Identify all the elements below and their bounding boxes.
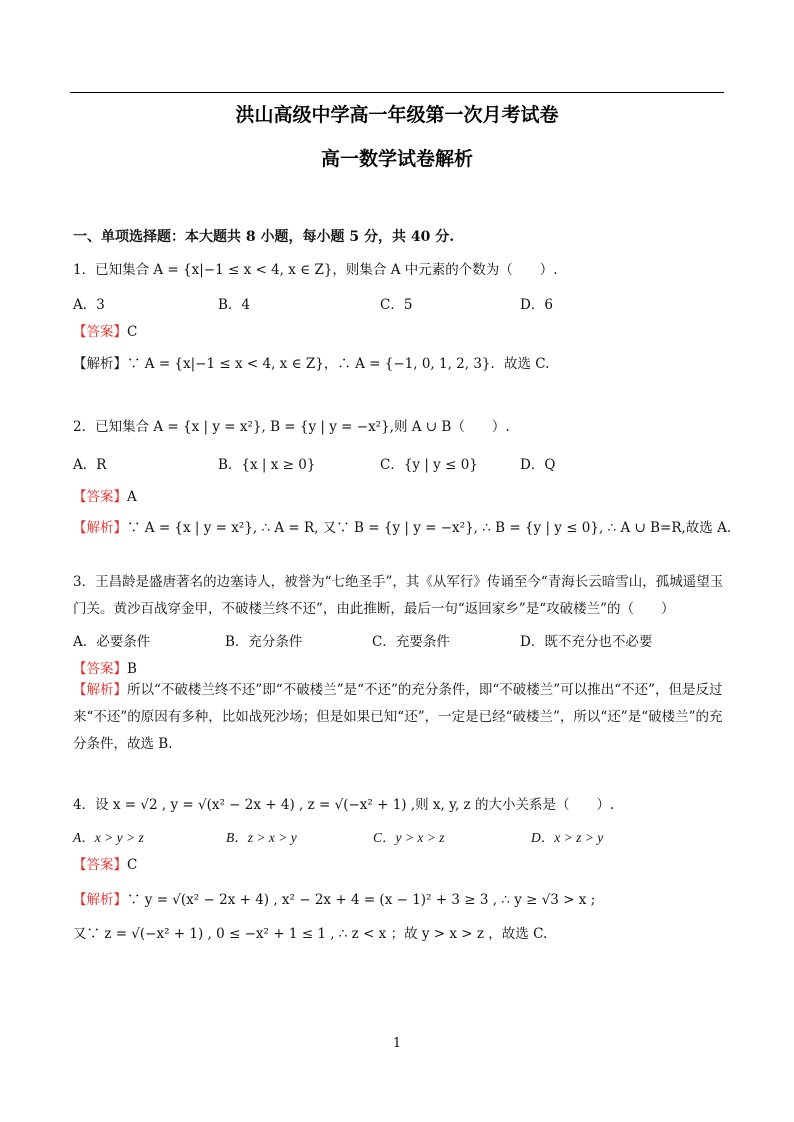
answer-value: B [127,661,137,677]
answer-label: 【答案】 [73,857,127,873]
answer-label: 【答案】 [73,489,127,505]
analysis-text: 所以“不破楼兰终不还”即“不破楼兰”是“不还”的充分条件，即“不破楼兰”可以推出“不还”，但是反过来“不还”的原因有多种，比如战死沙场；但是如果已知“还”，一定是已经“破楼兰”，所以“还”是“破楼兰”的充分条件，故选 B. [73,682,723,752]
question-4-analysis-line-2: 又∵ z = √(−x² + 1) , 0 ≤ −x² + 1 ≤ 1 , ∴ z < x ；故 y > x > z ，故选 C. [73,926,548,942]
exam-title: 洪山高级中学高一年级第一次月考试卷 [235,104,559,126]
section-heading: 一、单项选择题：本大题共 8 小题，每小题 5 分，共 40 分. [73,229,455,245]
analysis-label: 【解析】 [73,892,127,908]
question-2-stem: 2．已知集合 A = {x | y = x²}, B = {y | y = −x²},则 A ∪ B（ ）. [73,419,510,435]
answer-label: 【答案】 [73,324,127,340]
question-2-option-b: B．{x | x ≥ 0} [218,457,316,473]
question-3-option-d: D．既不充分也不必要 [520,634,653,650]
question-3-option-c: C．充要条件 [372,634,450,650]
question-4-analysis-line-1 [73,888,595,908]
question-2-answer [73,485,137,505]
question-1-option-d: D．6 [520,297,553,313]
question-1-option-b: B．4 [218,297,251,313]
page-number: 1 [392,1036,402,1051]
question-3-analysis [73,677,725,758]
header-rule [70,92,724,93]
analysis-text: ∵ A = {x|−1 ≤ x < 4, x ∈ Z}，∴ A = {−1, 0, 1, 2, 3}．故选 C. [127,356,550,372]
answer-value: C [127,857,138,873]
question-4-option-d: D．x > z > y [531,830,604,845]
question-2-option-d: D．Q [520,457,556,473]
question-4-stem: 4．设 x = √2 , y = √(x² − 2x + 4) , z = √(−x² + 1) ,则 x, y, z 的大小关系是（ ）. [73,797,615,813]
analysis-label: 【解析】 [73,520,127,536]
answer-value: C [127,324,138,340]
analysis-label: 【解析】 [73,356,127,372]
question-4-option-c: C．y > x > z [373,830,445,845]
question-1-analysis [73,352,549,372]
question-4-option-b: B．z > x > y [226,830,297,845]
question-2-option-a: A．R [73,457,107,473]
question-4-answer [73,853,137,873]
question-1-option-a: A．3 [73,297,105,313]
question-3-option-b: B．充分条件 [225,634,303,650]
analysis-text: ∵ y = √(x² − 2x + 4) , x² − 2x + 4 = (x − 1)² + 3 ≥ 3 , ∴ y ≥ √3 > x ; [127,892,596,908]
question-3-answer [73,657,137,677]
question-1-answer [73,320,137,340]
question-4-option-a: A．x > y > z [73,830,144,845]
answer-value: A [127,489,137,505]
analysis-text: ∵ A = {x | y = x²}, ∴ A = R, 又∵ B = {y | y = −x²}, ∴ B = {y | y ≤ 0}, ∴ A ∪ B=R,故选 A. [127,520,732,536]
question-3-option-a: A．必要条件 [73,634,151,650]
question-1-option-c: C．5 [380,297,413,313]
analysis-label: 【解析】 [73,682,127,698]
question-2-analysis [73,516,731,536]
question-3-stem: 3．王昌龄是盛唐著名的边塞诗人，被誉为“七绝圣手”，其《从军行》传诵至今“青海长云暗雪山，孤城遥望玉门关。黄沙百战穿金甲，不破楼兰终不还”，由此推断，最后一句“返回家乡”是“攻破楼兰”的（ ） [73,574,724,617]
exam-subtitle: 高一数学试卷解析 [320,148,473,170]
answer-label: 【答案】 [73,661,127,677]
question-2-option-c: C．{y | y ≤ 0} [380,457,478,473]
question-1-stem: 1．已知集合 A = {x|−1 ≤ x < 4, x ∈ Z}，则集合 A 中元素的个数为（ ）. [73,262,558,278]
